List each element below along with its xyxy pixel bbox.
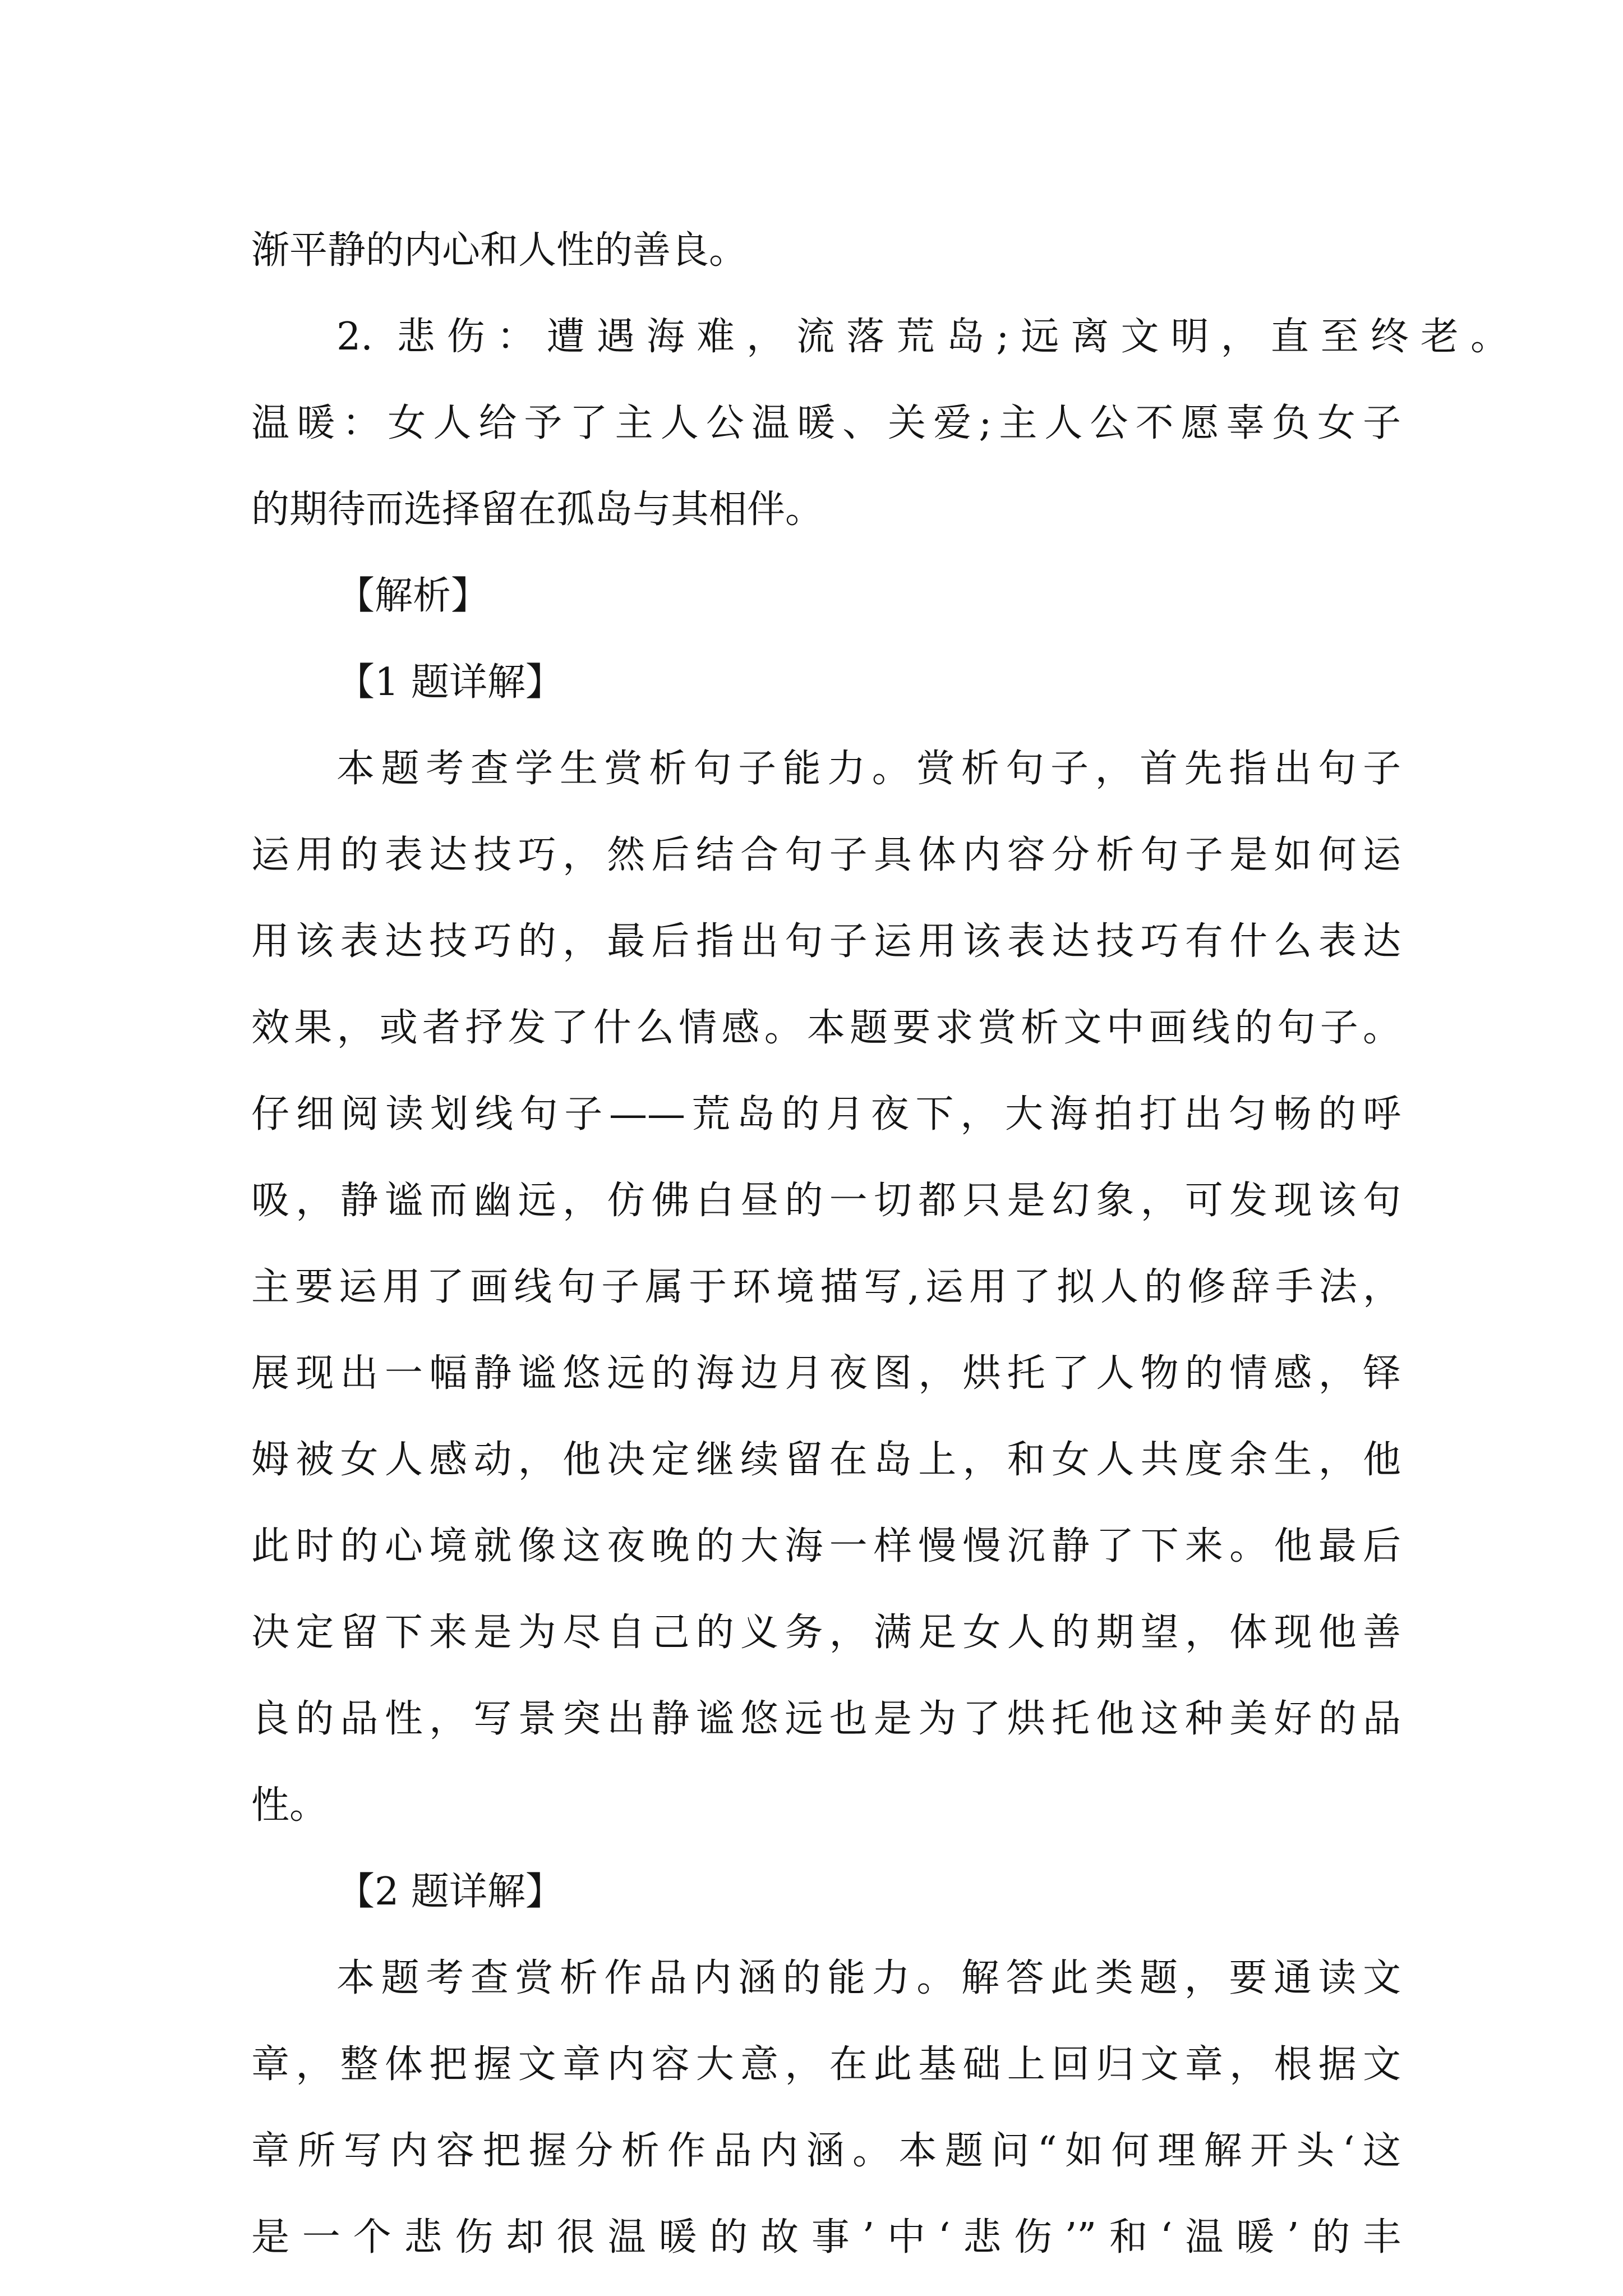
text-line: 效果，或者抒发了什么情感。本题要求赏析文中画线的句子。: [251, 1006, 1401, 1050]
text-line: 是一个悲伤却很温暖的故事’中‘悲伤’”和‘温暖’的丰: [251, 2215, 1401, 2260]
text-line: 章，整体把握文章内容大意，在此基础上回归文章，根据文: [251, 2042, 1401, 2087]
document-body: [251, 208, 1509, 2281]
text-line: 性。: [251, 1783, 328, 1828]
text-line: 用该表达技巧的，最后指出句子运用该表达技巧有什么表达: [251, 919, 1401, 964]
text-line: 决定留下来是为尽自己的义务，满足女人的期望，体现他善: [251, 1611, 1401, 1655]
text-line: 温暖：女人给予了主人公温暖、关爱;主人公不愿辜负女子: [251, 401, 1401, 445]
text-line: 2. 悲伤：遭遇海难，流落荒岛;远离文明，直至终老。: [336, 315, 1509, 359]
text-line: 渐平静的内心和人性的善良。: [251, 228, 748, 273]
text-line: 本题考查学生赏析句子能力。赏析句子，首先指出句子: [336, 747, 1401, 791]
text-line: 展现出一幅静谧悠远的海边月夜图，烘托了人物的情感，铎: [251, 1351, 1401, 1396]
text-line: 【1 题详解】: [336, 660, 564, 705]
text-line: 【2 题详解】: [336, 1870, 564, 1914]
text-line: 的期待而选择留在孤岛与其相伴。: [251, 487, 824, 532]
text-line: 仔细阅读划线句子——荒岛的月夜下，大海拍打出匀畅的呼: [251, 1092, 1401, 1137]
text-line: 此时的心境就像这夜晚的大海一样慢慢沉静了下来。他最后: [251, 1524, 1401, 1568]
text-line: 章所写内容把握分析作品内涵。本题问“如何理解开头‘这: [251, 2129, 1401, 2173]
text-line: 主要运用了画线句子属于环境描写,运用了拟人的修辞手法，: [251, 1265, 1401, 1309]
text-line: 【解析】: [336, 574, 490, 618]
text-line: 良的品性，写景突出静谧悠远也是为了烘托他这种美好的品: [251, 1697, 1401, 1741]
text-line: 吸，静谧而幽远，仿佛白昼的一切都只是幻象，可发现该句: [251, 1179, 1401, 1223]
text-line: 运用的表达技巧，然后结合句子具体内容分析句子是如何运: [251, 833, 1401, 877]
text-line: 本题考查赏析作品内涵的能力。解答此类题，要通读文: [336, 1956, 1401, 2000]
text-line: 姆被女人感动，他决定继续留在岛上，和女人共度余生，他: [251, 1438, 1401, 1482]
